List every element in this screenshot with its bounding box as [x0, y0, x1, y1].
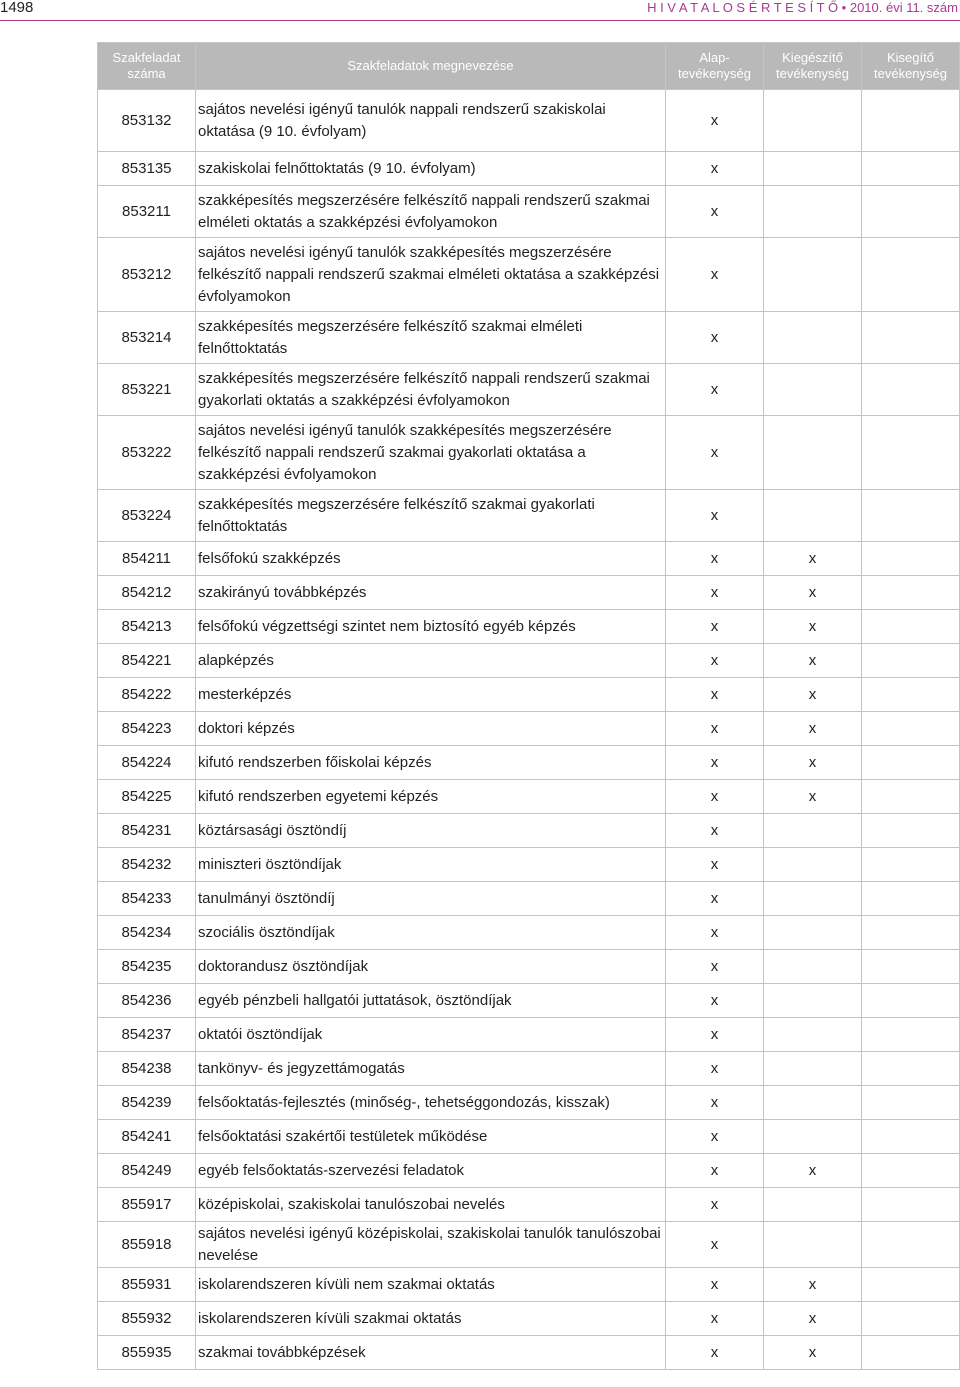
- page-number: 1498: [0, 0, 34, 16]
- cell-name: köztársasági ösztöndíj: [196, 814, 666, 848]
- cell-kiseg: [862, 644, 960, 678]
- cell-code: 854233: [98, 882, 196, 916]
- running-title: H I V A T A L O S É R T E S Í T Ő • 2010. évi 11. szám: [647, 0, 958, 15]
- cell-name: szakmai továbbképzések: [196, 1336, 666, 1370]
- cell-alap: x: [666, 576, 764, 610]
- cell-kiseg: [862, 950, 960, 984]
- cell-kieg: [764, 882, 862, 916]
- table-row: [98, 90, 960, 152]
- cell-kieg: x: [764, 644, 862, 678]
- table-row: [98, 780, 960, 814]
- cell-name: egyéb felsőoktatás-szervezési feladatok: [196, 1154, 666, 1188]
- cell-kiseg: [862, 186, 960, 238]
- cell-name: kifutó rendszerben főiskolai képzés: [196, 746, 666, 780]
- cell-alap: x: [666, 152, 764, 186]
- cell-kieg: [764, 186, 862, 238]
- table-row: [98, 542, 960, 576]
- cell-kieg: [764, 238, 862, 312]
- cell-name: szakképesítés megszerzésére felkészítő szakmai gyakorlati felnőttoktatás: [196, 490, 666, 542]
- cell-kieg: [764, 1120, 862, 1154]
- table-row: [98, 1052, 960, 1086]
- cell-kieg: [764, 416, 862, 490]
- cell-kieg: x: [764, 1302, 862, 1336]
- cell-alap: x: [666, 90, 764, 152]
- table-row: [98, 238, 960, 312]
- table-row: [98, 1268, 960, 1302]
- cell-name: sajátos nevelési igényű tanulók szakképesítés megszerzésére felkészítő nappali rendszerű szakmai gyakorlati oktatása a szakképzési évfolyamokon: [196, 416, 666, 490]
- cell-alap: x: [666, 746, 764, 780]
- cell-code: 854235: [98, 950, 196, 984]
- table-row: [98, 984, 960, 1018]
- table-row: [98, 644, 960, 678]
- table-row: [98, 1086, 960, 1120]
- cell-name: alapképzés: [196, 644, 666, 678]
- table-row: [98, 1222, 960, 1268]
- cell-kieg: [764, 490, 862, 542]
- cell-kiseg: [862, 678, 960, 712]
- cell-name: felsőfokú szakképzés: [196, 542, 666, 576]
- table-row: [98, 950, 960, 984]
- cell-code: 853221: [98, 364, 196, 416]
- cell-name: iskolarendszeren kívüli szakmai oktatás: [196, 1302, 666, 1336]
- column-header-code: Szakfeladat száma: [98, 43, 196, 90]
- cell-name: szociális ösztöndíjak: [196, 916, 666, 950]
- cell-alap: x: [666, 1336, 764, 1370]
- cell-alap: x: [666, 1154, 764, 1188]
- table-row: [98, 610, 960, 644]
- table-row: [98, 576, 960, 610]
- cell-kieg: x: [764, 678, 862, 712]
- table-row: [98, 364, 960, 416]
- table-row: [98, 186, 960, 238]
- cell-name: szakképesítés megszerzésére felkészítő nappali rendszerű szakmai elméleti oktatás a szakképzési évfolyamokon: [196, 186, 666, 238]
- cell-kieg: [764, 950, 862, 984]
- cell-alap: x: [666, 1018, 764, 1052]
- cell-kiseg: [862, 152, 960, 186]
- table-body: [98, 90, 960, 1370]
- cell-code: 854221: [98, 644, 196, 678]
- cell-kiseg: [862, 490, 960, 542]
- cell-kiseg: [862, 610, 960, 644]
- table-row: [98, 1336, 960, 1370]
- cell-alap: x: [666, 1188, 764, 1222]
- cell-name: sajátos nevelési igényű tanulók nappali rendszerű szakiskolai oktatása (9 10. évfolyam): [196, 90, 666, 152]
- cell-alap: x: [666, 1086, 764, 1120]
- table-header-row: [98, 43, 960, 90]
- cell-name: mesterképzés: [196, 678, 666, 712]
- table-row: [98, 1154, 960, 1188]
- cell-kiseg: [862, 882, 960, 916]
- table-row: [98, 416, 960, 490]
- cell-code: 854225: [98, 780, 196, 814]
- cell-name: szakirányú továbbképzés: [196, 576, 666, 610]
- cell-kieg: [764, 364, 862, 416]
- cell-alap: x: [666, 916, 764, 950]
- cell-name: egyéb pénzbeli hallgatói juttatások, ösztöndíjak: [196, 984, 666, 1018]
- cell-alap: x: [666, 984, 764, 1018]
- page-header: [0, 0, 960, 24]
- cell-kiseg: [862, 416, 960, 490]
- cell-kiseg: [862, 1018, 960, 1052]
- cell-kiseg: [862, 1222, 960, 1268]
- cell-alap: x: [666, 416, 764, 490]
- cell-kiseg: [862, 1120, 960, 1154]
- cell-alap: x: [666, 882, 764, 916]
- cell-kieg: [764, 312, 862, 364]
- cell-code: 853212: [98, 238, 196, 312]
- cell-alap: x: [666, 364, 764, 416]
- cell-kieg: [764, 848, 862, 882]
- cell-kiseg: [862, 780, 960, 814]
- cell-kieg: [764, 152, 862, 186]
- column-header-kiseg: Kisegítő tevékenység: [862, 43, 960, 90]
- cell-kiseg: [862, 1336, 960, 1370]
- table-row: [98, 916, 960, 950]
- column-header-alap: Alap-tevékenység: [666, 43, 764, 90]
- cell-kiseg: [862, 712, 960, 746]
- cell-alap: x: [666, 1268, 764, 1302]
- cell-kiseg: [862, 1302, 960, 1336]
- cell-code: 854241: [98, 1120, 196, 1154]
- cell-code: 854239: [98, 1086, 196, 1120]
- table-row: [98, 814, 960, 848]
- column-header-name: Szakfeladatok megnevezése: [196, 43, 666, 90]
- cell-alap: x: [666, 1052, 764, 1086]
- cell-name: sajátos nevelési igényű középiskolai, szakiskolai tanulók tanulószobai nevelése: [196, 1222, 666, 1268]
- cell-kiseg: [862, 984, 960, 1018]
- table-row: [98, 1188, 960, 1222]
- cell-code: 854213: [98, 610, 196, 644]
- cell-alap: x: [666, 490, 764, 542]
- activity-table: [97, 42, 960, 1370]
- cell-kiseg: [862, 1052, 960, 1086]
- cell-code: 853211: [98, 186, 196, 238]
- cell-code: 854237: [98, 1018, 196, 1052]
- table-row: [98, 490, 960, 542]
- cell-kieg: x: [764, 576, 862, 610]
- cell-kieg: x: [764, 542, 862, 576]
- cell-code: 855917: [98, 1188, 196, 1222]
- cell-alap: x: [666, 644, 764, 678]
- cell-alap: x: [666, 238, 764, 312]
- header-rule: [0, 20, 960, 21]
- cell-code: 853222: [98, 416, 196, 490]
- cell-code: 854224: [98, 746, 196, 780]
- cell-kiseg: [862, 1268, 960, 1302]
- cell-name: szakképesítés megszerzésére felkészítő nappali rendszerű szakmai gyakorlati oktatás a szakképzési évfolyamokon: [196, 364, 666, 416]
- cell-code: 854212: [98, 576, 196, 610]
- cell-code: 854236: [98, 984, 196, 1018]
- cell-kieg: [764, 814, 862, 848]
- cell-name: középiskolai, szakiskolai tanulószobai nevelés: [196, 1188, 666, 1222]
- cell-name: felsőfokú végzettségi szintet nem biztosító egyéb képzés: [196, 610, 666, 644]
- cell-kiseg: [862, 312, 960, 364]
- cell-kieg: x: [764, 1154, 862, 1188]
- cell-name: kifutó rendszerben egyetemi képzés: [196, 780, 666, 814]
- cell-code: 854249: [98, 1154, 196, 1188]
- table-row: [98, 746, 960, 780]
- cell-code: 853224: [98, 490, 196, 542]
- cell-kieg: [764, 916, 862, 950]
- cell-kiseg: [862, 90, 960, 152]
- cell-code: 854222: [98, 678, 196, 712]
- cell-kiseg: [862, 576, 960, 610]
- cell-name: szakiskolai felnőttoktatás (9 10. évfolyam): [196, 152, 666, 186]
- cell-name: doktorandusz ösztöndíjak: [196, 950, 666, 984]
- cell-name: sajátos nevelési igényű tanulók szakképesítés megszerzésére felkészítő nappali rendszerű szakmai elméleti oktatása a szakképzési évfolyamokon: [196, 238, 666, 312]
- cell-kiseg: [862, 238, 960, 312]
- cell-alap: x: [666, 312, 764, 364]
- cell-kiseg: [862, 1086, 960, 1120]
- cell-kiseg: [862, 1188, 960, 1222]
- cell-code: 853135: [98, 152, 196, 186]
- cell-alap: x: [666, 1302, 764, 1336]
- cell-kieg: x: [764, 1268, 862, 1302]
- cell-kieg: x: [764, 746, 862, 780]
- cell-code: 854223: [98, 712, 196, 746]
- cell-alap: x: [666, 950, 764, 984]
- cell-kiseg: [862, 364, 960, 416]
- column-header-kieg: Kiegészítő tevékenység: [764, 43, 862, 90]
- cell-kieg: x: [764, 780, 862, 814]
- cell-kieg: [764, 1052, 862, 1086]
- cell-alap: x: [666, 848, 764, 882]
- cell-name: miniszteri ösztöndíjak: [196, 848, 666, 882]
- cell-kieg: [764, 90, 862, 152]
- cell-code: 853132: [98, 90, 196, 152]
- cell-kieg: x: [764, 1336, 862, 1370]
- cell-name: felsőoktatás-fejlesztés (minőség-, tehetséggondozás, kisszak): [196, 1086, 666, 1120]
- table-row: [98, 848, 960, 882]
- cell-alap: x: [666, 186, 764, 238]
- cell-kiseg: [862, 848, 960, 882]
- cell-kiseg: [862, 746, 960, 780]
- cell-kiseg: [862, 916, 960, 950]
- cell-name: iskolarendszeren kívüli nem szakmai oktatás: [196, 1268, 666, 1302]
- table-row: [98, 1302, 960, 1336]
- cell-code: 854238: [98, 1052, 196, 1086]
- table-row: [98, 678, 960, 712]
- cell-name: tanulmányi ösztöndíj: [196, 882, 666, 916]
- cell-code: 854234: [98, 916, 196, 950]
- cell-kieg: [764, 1018, 862, 1052]
- cell-code: 853214: [98, 312, 196, 364]
- cell-code: 854232: [98, 848, 196, 882]
- cell-alap: x: [666, 1222, 764, 1268]
- cell-code: 854211: [98, 542, 196, 576]
- table-row: [98, 1120, 960, 1154]
- cell-kieg: x: [764, 610, 862, 644]
- cell-name: szakképesítés megszerzésére felkészítő szakmai elméleti felnőttoktatás: [196, 312, 666, 364]
- cell-alap: x: [666, 780, 764, 814]
- cell-alap: x: [666, 1120, 764, 1154]
- table-row: [98, 152, 960, 186]
- cell-name: oktatói ösztöndíjak: [196, 1018, 666, 1052]
- cell-alap: x: [666, 814, 764, 848]
- cell-code: 855935: [98, 1336, 196, 1370]
- cell-alap: x: [666, 712, 764, 746]
- cell-kieg: x: [764, 712, 862, 746]
- cell-kieg: [764, 1222, 862, 1268]
- table-row: [98, 712, 960, 746]
- cell-kieg: [764, 1188, 862, 1222]
- cell-kiseg: [862, 1154, 960, 1188]
- cell-name: tankönyv- és jegyzettámogatás: [196, 1052, 666, 1086]
- cell-alap: x: [666, 678, 764, 712]
- cell-code: 855918: [98, 1222, 196, 1268]
- cell-kieg: [764, 984, 862, 1018]
- cell-kiseg: [862, 542, 960, 576]
- cell-code: 855931: [98, 1268, 196, 1302]
- cell-kiseg: [862, 814, 960, 848]
- cell-kieg: [764, 1086, 862, 1120]
- table-row: [98, 312, 960, 364]
- cell-name: doktori képzés: [196, 712, 666, 746]
- table-row: [98, 882, 960, 916]
- cell-name: felsőoktatási szakértői testületek működése: [196, 1120, 666, 1154]
- cell-code: 855932: [98, 1302, 196, 1336]
- cell-alap: x: [666, 610, 764, 644]
- table-row: [98, 1018, 960, 1052]
- cell-alap: x: [666, 542, 764, 576]
- cell-code: 854231: [98, 814, 196, 848]
